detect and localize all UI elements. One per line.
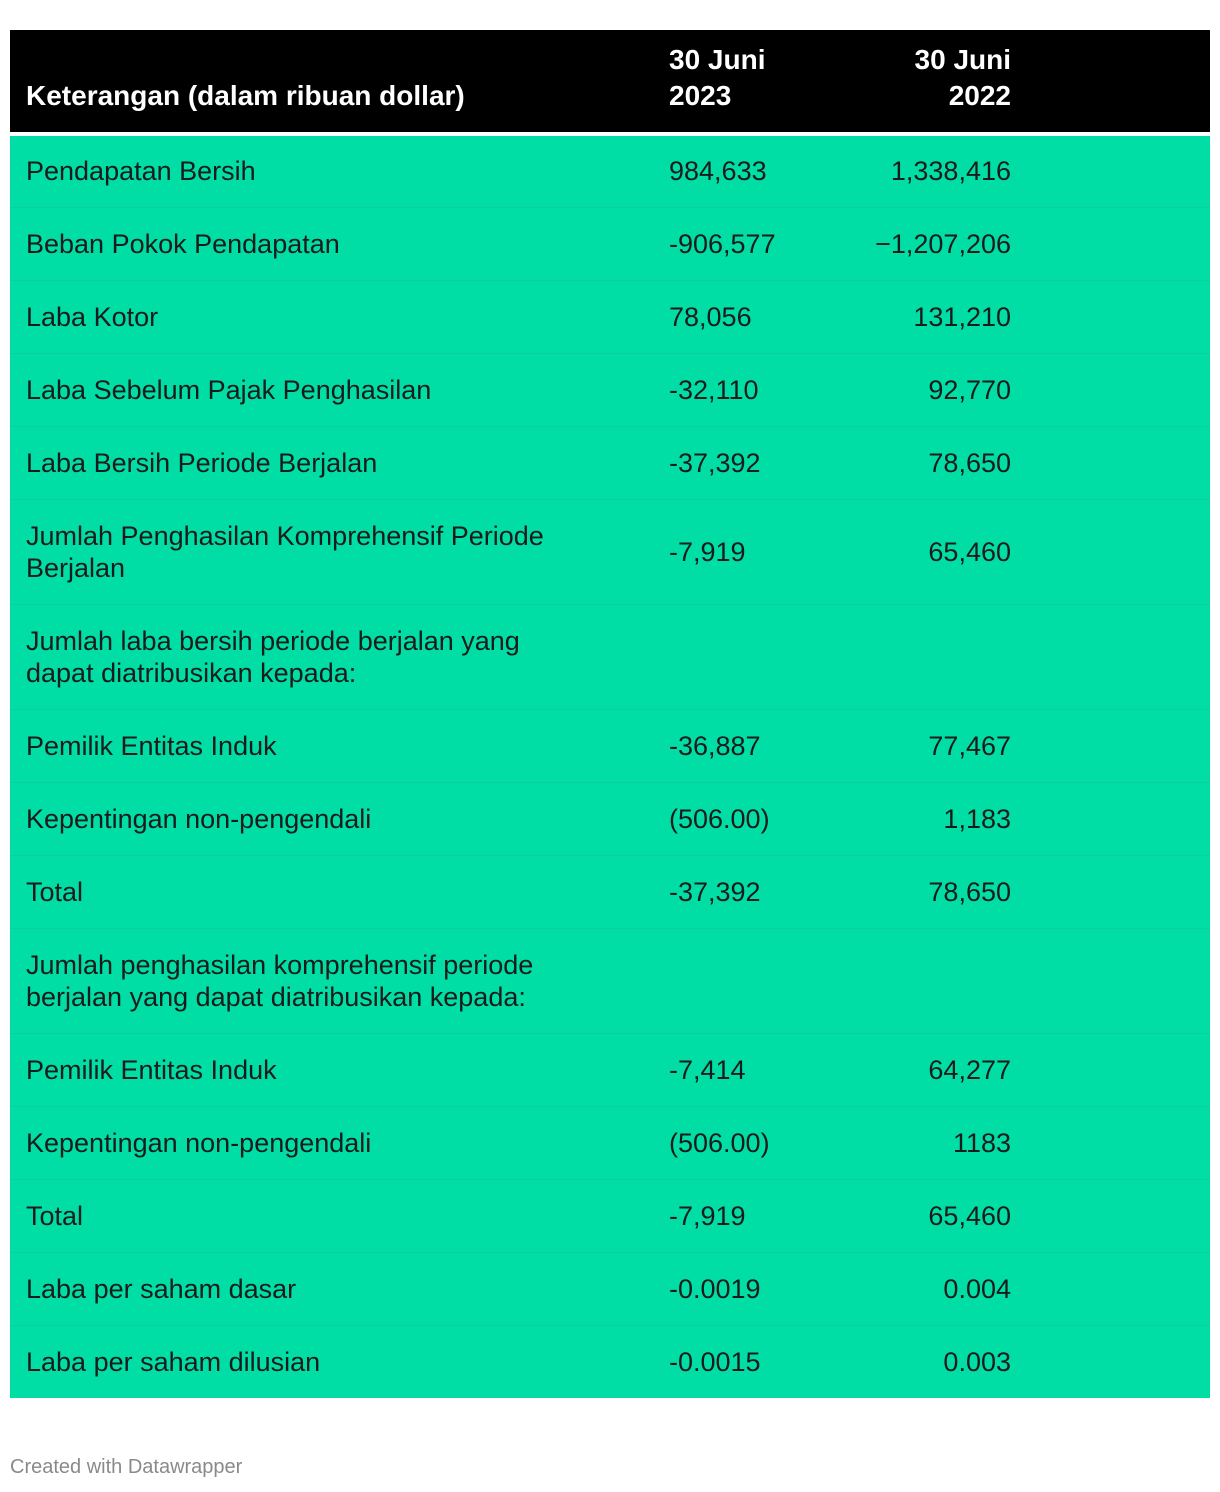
- row-label: Jumlah laba bersih periode berjalan yang dapat diatribusikan kepada:: [26, 625, 520, 688]
- table-row: [10, 1106, 1210, 1179]
- table-row: [10, 207, 1210, 280]
- row-value-2023: 984,633: [669, 156, 767, 187]
- row-label: Laba per saham dilusian: [26, 1346, 321, 1377]
- row-value-2023: -906,577: [669, 228, 776, 259]
- row-value-2022: 77,467: [928, 730, 1011, 761]
- row-value-2023: -37,392: [669, 876, 761, 907]
- row-value-2022: [813, 604, 1013, 709]
- table-row: [10, 1033, 1210, 1106]
- table-row: [10, 353, 1210, 426]
- table-row: [10, 928, 1210, 1033]
- column-header-2023-line2: 2023: [669, 80, 732, 111]
- row-value-2022: 1,183: [943, 803, 1011, 834]
- row-label: Jumlah Penghasilan Komprehensif Periode Berjalan: [26, 520, 544, 583]
- row-value-2022: 64,277: [928, 1054, 1011, 1085]
- row-label: Total: [26, 1200, 84, 1231]
- row-spacer: [1013, 353, 1210, 426]
- row-label: Laba per saham dasar: [26, 1273, 297, 1304]
- column-header-2023: [653, 30, 813, 134]
- row-spacer: [1013, 499, 1210, 604]
- table-row: [10, 604, 1210, 709]
- row-value-2022: 65,460: [928, 536, 1011, 567]
- table-row: [10, 709, 1210, 782]
- row-value-2023: (506.00): [669, 1127, 770, 1158]
- row-label: Pendapatan Bersih: [26, 156, 256, 187]
- row-value-2023: 78,056: [669, 301, 752, 332]
- row-spacer: [1013, 709, 1210, 782]
- row-spacer: [1013, 1033, 1210, 1106]
- row-value-2022: 78,650: [928, 447, 1011, 478]
- datawrapper-credit: Created with Datawrapper: [10, 1456, 243, 1478]
- row-value-2023: -37,392: [669, 447, 761, 478]
- row-spacer: [1013, 855, 1210, 928]
- row-value-2022: 65,460: [928, 1200, 1011, 1231]
- row-value-2023: -7,414: [669, 1054, 746, 1085]
- row-value-2023: -0.0019: [669, 1273, 761, 1304]
- row-value-2023: -36,887: [669, 730, 761, 761]
- table-row: [10, 280, 1210, 353]
- financial-table: [10, 30, 1210, 1398]
- row-value-2022: 92,770: [928, 374, 1011, 405]
- column-header-2022-line1: 30 Juni: [914, 44, 1011, 75]
- row-spacer: [1013, 280, 1210, 353]
- row-value-2023: -0.0015: [669, 1346, 761, 1377]
- row-spacer: [1013, 1179, 1210, 1252]
- row-spacer: [1013, 782, 1210, 855]
- row-spacer: [1013, 134, 1210, 207]
- row-label: Jumlah penghasilan komprehensif periode berjalan yang dapat diatribusikan kepada:: [26, 949, 534, 1012]
- table-body: [10, 134, 1210, 1398]
- row-value-2023: [653, 928, 813, 1033]
- row-label: Kepentingan non-pengendali: [26, 803, 372, 834]
- column-header-2022-line2: 2022: [948, 80, 1011, 111]
- row-value-2022: 131,210: [913, 301, 1011, 332]
- row-value-2023: -7,919: [669, 1200, 746, 1231]
- row-spacer: [1013, 1106, 1210, 1179]
- table-row: [10, 1179, 1210, 1252]
- financial-table-container: [10, 30, 1210, 1398]
- column-header-description: Keterangan (dalam ribuan dollar): [26, 80, 465, 111]
- table-row: [10, 855, 1210, 928]
- row-value-2022: 1,338,416: [890, 156, 1011, 187]
- row-label: Kepentingan non-pengendali: [26, 1127, 372, 1158]
- row-value-2023: -7,919: [669, 536, 746, 567]
- row-label: Pemilik Entitas Induk: [26, 730, 277, 761]
- row-value-2022: 1183: [952, 1127, 1011, 1158]
- table-header-row: [10, 30, 1210, 134]
- row-spacer: [1013, 928, 1210, 1033]
- table-row: [10, 134, 1210, 207]
- table-row: [10, 782, 1210, 855]
- row-spacer: [1013, 207, 1210, 280]
- row-label: Beban Pokok Pendapatan: [26, 228, 340, 259]
- row-spacer: [1013, 1325, 1210, 1398]
- row-value-2022: 78,650: [928, 876, 1011, 907]
- table-row: [10, 1252, 1210, 1325]
- table-row: [10, 499, 1210, 604]
- column-header-spacer: [1013, 30, 1210, 134]
- row-value-2022: [813, 928, 1013, 1033]
- row-label: Laba Bersih Periode Berjalan: [26, 447, 378, 478]
- row-value-2022: 0.004: [943, 1273, 1011, 1304]
- column-header-2022: [813, 30, 1013, 134]
- column-header-2023-line1: 30 Juni: [669, 44, 766, 75]
- row-value-2023: (506.00): [669, 803, 770, 834]
- row-value-2023: [653, 604, 813, 709]
- row-value-2023: -32,110: [669, 374, 759, 405]
- table-row: [10, 1325, 1210, 1398]
- row-label: Total: [26, 876, 84, 907]
- table-row: [10, 426, 1210, 499]
- row-label: Laba Sebelum Pajak Penghasilan: [26, 374, 432, 405]
- row-label: Pemilik Entitas Induk: [26, 1054, 277, 1085]
- row-label: Laba Kotor: [26, 301, 159, 332]
- row-spacer: [1013, 604, 1210, 709]
- row-spacer: [1013, 1252, 1210, 1325]
- row-spacer: [1013, 426, 1210, 499]
- row-value-2022: 0.003: [943, 1346, 1011, 1377]
- row-value-2022: −1,207,206: [875, 228, 1011, 259]
